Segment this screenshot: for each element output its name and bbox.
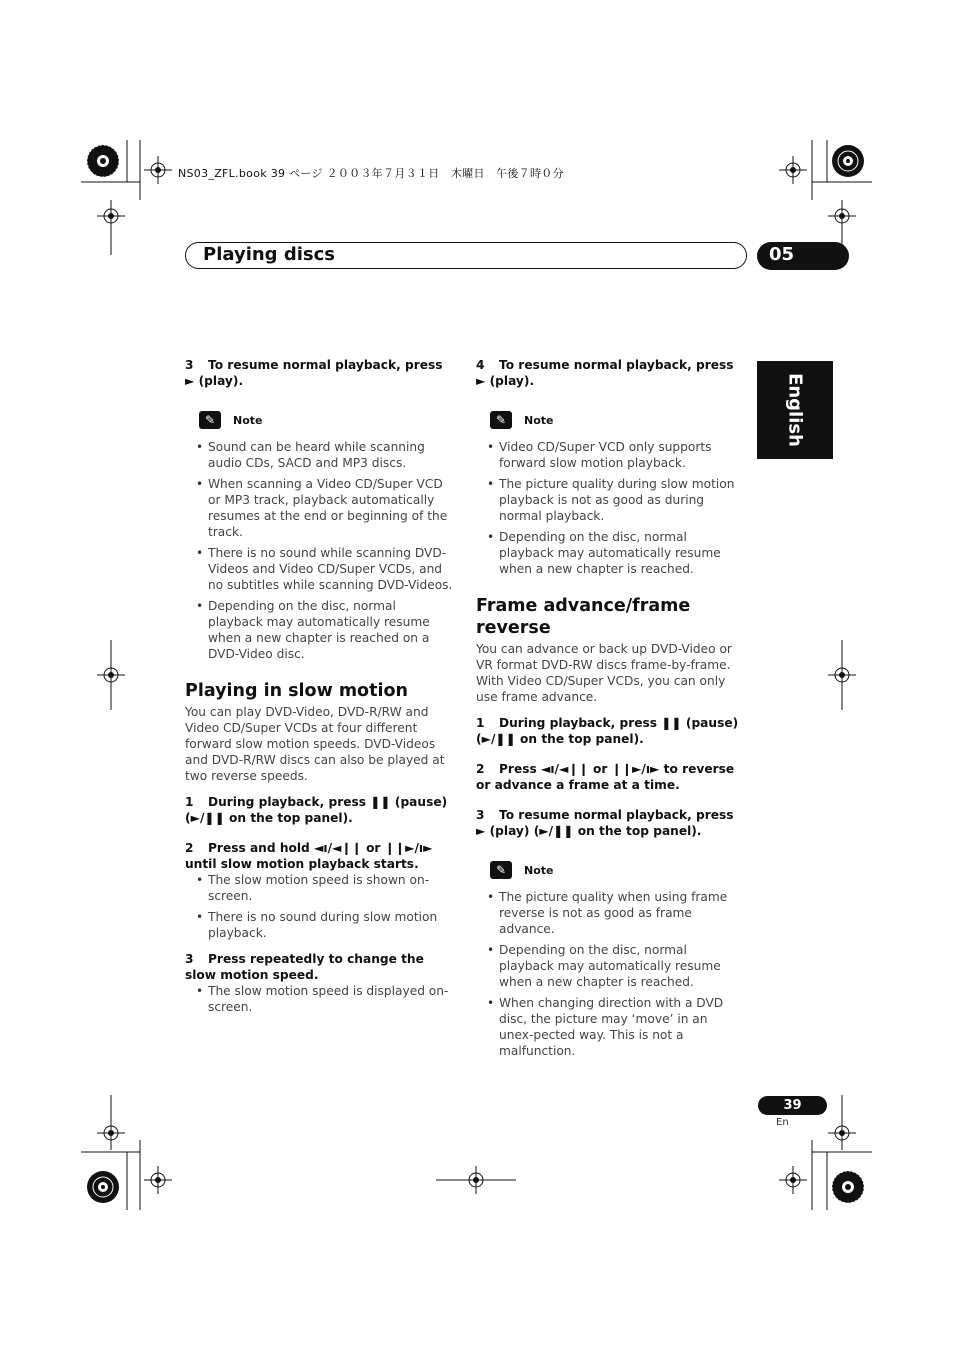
step-number: 3 (185, 952, 194, 966)
note-list (476, 439, 744, 577)
step-resume-playback (476, 807, 744, 839)
step-bullets (185, 983, 453, 1015)
rosette-bottom-left (87, 1171, 119, 1203)
step-number: 2 (476, 762, 485, 776)
note-header (490, 861, 744, 879)
step-pause (185, 794, 453, 826)
note-label: Note (524, 863, 554, 877)
step-pause (476, 715, 744, 747)
step-number: 3 (185, 358, 194, 372)
note-label: Note (233, 413, 263, 427)
step-text: During playback, press ❚❚ (pause) (►/❚❚ on the top panel). (185, 795, 448, 825)
step-number: 3 (476, 808, 485, 822)
list-item: • Video CD/Super VCD only supports forward slow motion playback. (476, 439, 744, 471)
section-intro: You can play DVD-Video, DVD-R/RW and Video CD/Super VCDs at four different forward slow motion speeds. DVD-Videos and DVD-R/RW discs can also be played at two reverse speeds. (185, 705, 445, 783)
step-resume-playback (185, 357, 453, 389)
note-list (476, 889, 744, 1059)
list-item: • The picture quality during slow motion playback is not as good as during normal playback. (476, 476, 744, 524)
right-column (476, 357, 744, 1064)
step-number: 1 (185, 795, 194, 809)
list-item: • There is no sound during slow motion playback. (185, 909, 453, 941)
left-column (185, 357, 453, 1025)
note-header (199, 411, 453, 429)
pencil-note-icon: ✎ (490, 861, 512, 879)
step-text: To resume normal playback, press ► (play). (476, 358, 734, 388)
list-item: • Depending on the disc, normal playback may automatically resume when a new chapter is reached. (476, 942, 744, 990)
section-heading-frame-advance: Frame advance/frame reverse (476, 596, 691, 638)
step-number: 1 (476, 716, 485, 730)
step-text: During playback, press ❚❚ (pause) (►/❚❚ on the top panel). (476, 716, 739, 746)
note-label: Note (524, 413, 554, 427)
step-press-hold (185, 840, 453, 872)
section-heading-slow-motion: Playing in slow motion (185, 681, 408, 701)
step-bullets (185, 872, 453, 941)
step-number: 4 (476, 358, 485, 372)
list-item: • When changing direction with a DVD disc, the picture may ‘move’ in an unex-pected way. This is not a malfunction. (476, 995, 744, 1059)
language-side-tab-label: English (784, 373, 806, 447)
pencil-note-icon: ✎ (490, 411, 512, 429)
step-text: Press and hold ◄ı/◄❙❙ or ❙❙►/ı► until slow motion playback starts. (185, 841, 433, 871)
step-change-speed (185, 951, 453, 983)
step-text: To resume normal playback, press ► (play) (►/❚❚ on the top panel). (476, 808, 734, 838)
list-item: • Depending on the disc, normal playback may automatically resume when a new chapter is reached on a DVD-Video disc. (185, 598, 453, 662)
page-title: Playing discs (203, 244, 335, 265)
language-side-tab (757, 361, 833, 459)
step-resume-playback (476, 357, 744, 389)
list-item: • The picture quality when using frame reverse is not as good as frame advance. (476, 889, 744, 937)
list-item: • The slow motion speed is displayed on-screen. (185, 983, 453, 1015)
pencil-note-icon: ✎ (199, 411, 221, 429)
step-text: Press ◄ı/◄❙❙ or ❙❙►/ı► to reverse or advance a frame at a time. (476, 762, 735, 792)
rosette-top-right (832, 145, 864, 177)
list-item: • When scanning a Video CD/Super VCD or MP3 track, playback automatically resumes at the end or beginning of the track. (185, 476, 453, 540)
chapter-badge: 05 (757, 242, 849, 270)
file-info-line: NS03_ZFL.book 39 ページ ２００３年７月３１日 木曜日 午後７時０分 (178, 167, 564, 180)
section-intro: You can advance or back up DVD-Video or VR format DVD-RW discs frame-by-frame. With Video CD/Super VCDs, you can only use frame advance. (476, 642, 732, 704)
step-frame-step (476, 761, 744, 793)
step-number: 2 (185, 841, 194, 855)
page-language-code: En (776, 1117, 789, 1128)
page-number-badge: 39 (758, 1096, 827, 1115)
list-item: • Depending on the disc, normal playback may automatically resume when a new chapter is reached. (476, 529, 744, 577)
step-text: To resume normal playback, press ► (play). (185, 358, 443, 388)
list-item: • Sound can be heard while scanning audio CDs, SACD and MP3 discs. (185, 439, 453, 471)
note-header (490, 411, 744, 429)
list-item: • There is no sound while scanning DVD-Videos and Video CD/Super VCDs, and no subtitles while scanning DVD-Videos. (185, 545, 453, 593)
list-item: • The slow motion speed is shown on-screen. (185, 872, 453, 904)
rosette-top-left (87, 145, 119, 177)
note-list (185, 439, 453, 662)
rosette-bottom-right (832, 1171, 864, 1203)
step-text: Press repeatedly to change the slow motion speed. (185, 952, 424, 982)
